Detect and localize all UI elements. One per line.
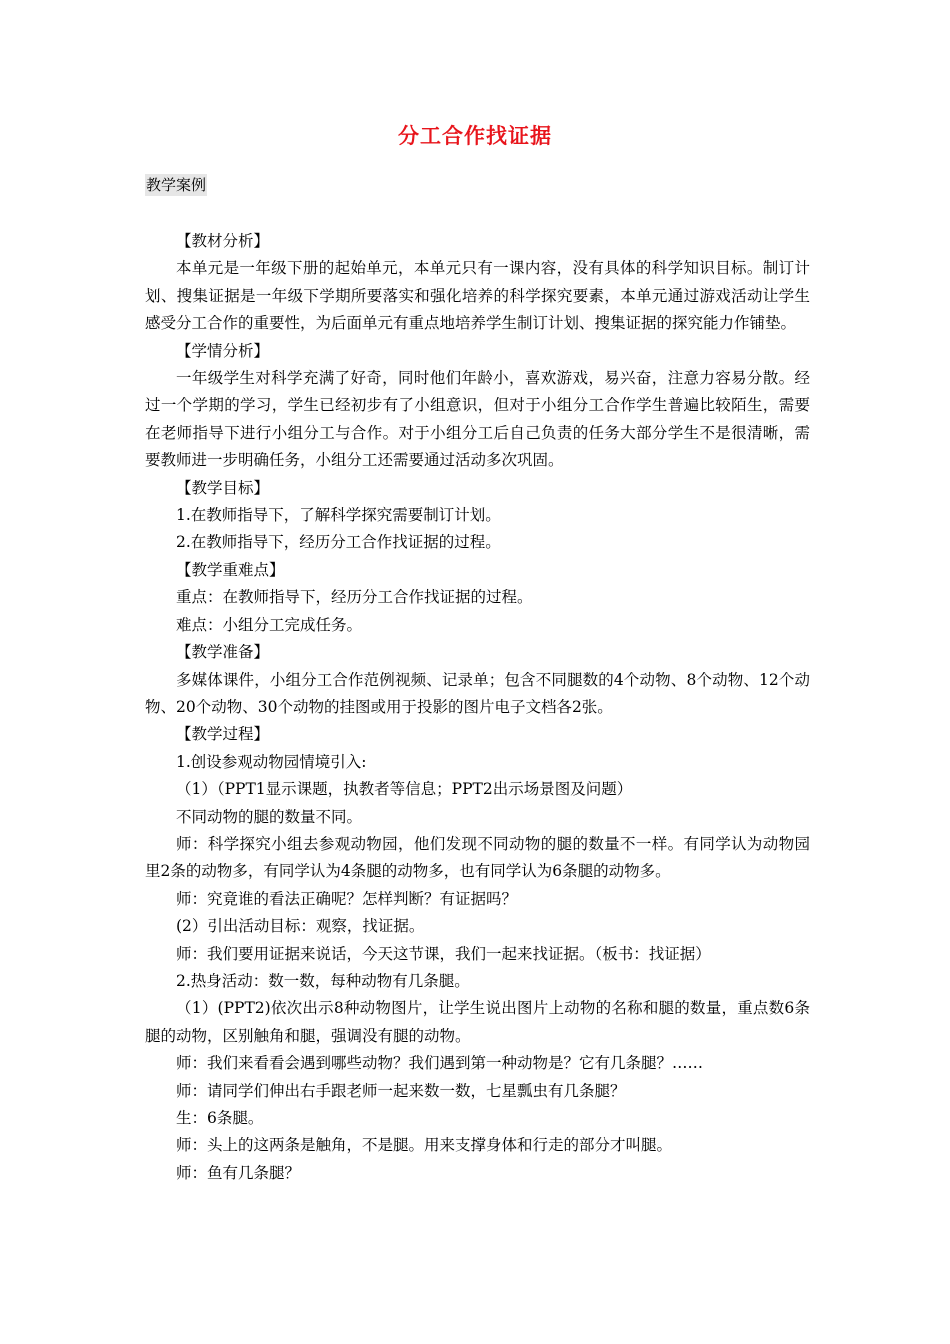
key-point: 重点：在教师指导下，经历分工合作找证据的过程。	[176, 588, 533, 607]
analysis-heading: 【教材分析】	[176, 232, 270, 250]
case-label: 教学案例	[146, 176, 207, 194]
goal-item-1: 1.在教师指导下，了解科学探究需要制订计划。	[176, 506, 501, 525]
process-step-2-1: （1）(PPT2)依次出示8种动物图片，让学生说出图片上动物的名称和腿的数量，重点数6条腿的动物，区别触角和腿，强调没有腿的动物。	[145, 999, 810, 1045]
teacher-line-7: 师：鱼有几条腿？	[176, 1163, 301, 1182]
key-points-heading: 【教学重难点】	[176, 560, 285, 579]
teacher-line-1: 师：科学探究小组去参观动物园，他们发现不同动物的腿的数量不一样。有同学认为动物园里2条的动物多，有同学认为4条腿的动物多，也有同学认为6条腿的动物多。	[145, 834, 810, 881]
process-step-2: 2.热身活动：数一数，每种动物有几条腿。	[176, 971, 470, 990]
process-step-1-1-text: 不同动物的腿的数量不同。	[176, 807, 363, 826]
goal-item-2: 2.在教师指导下，经历分工合作找证据的过程。	[176, 533, 501, 552]
student-analysis-paragraph: 一年级学生对科学充满了好奇，同时他们年龄小，喜欢游戏，易兴奋，注意力容易分散。经过一个学期的学习，学生已经初步有了小组意识，但对于小组分工合作学生普遍比较陌生，需要在老师指导下进行小组分工与合作。对于小组分工后自己负责的任务大部分学生不是很清晰，需要教师进一步明确任务，小组分工还需要通过活动多次巩固。	[145, 369, 810, 470]
document-title: 分工合作找证据	[398, 123, 552, 148]
analysis-paragraph: 本单元是一年级下册的起始单元，本单元只有一课内容，没有具体的科学知识目标。制订计划、搜集证据是一年级下学期所要落实和强化培养的科学探究要素，本单元通过游戏活动让学生感受分工合作的重要性，为后面单元有重点地培养学生制订计划、搜集证据的探究能力作铺垫。	[145, 259, 810, 333]
teacher-line-6: 师：头上的这两条是触角，不是腿。用来支撑身体和行走的部分才叫腿。	[176, 1136, 673, 1155]
teacher-line-4: 师：我们来看看会遇到哪些动物？我们遇到第一种动物是？它有几条腿？……	[176, 1054, 704, 1073]
student-analysis-heading: 【学情分析】	[176, 341, 270, 360]
teacher-line-5: 师：请同学们伸出右手跟老师一起来数一数，七星瓢虫有几条腿？	[176, 1081, 626, 1100]
difficult-point: 难点：小组分工完成任务。	[176, 615, 363, 634]
teacher-line-3: 师：我们要用证据来说话，今天这节课，我们一起来找证据。（板书：找证据）	[176, 944, 711, 963]
process-step-1-1: （1）（PPT1显示课题，执教者等信息；PPT2出示场景图及问题）	[176, 780, 633, 799]
process-heading: 【教学过程】	[176, 725, 270, 744]
preparation-paragraph: 多媒体课件，小组分工合作范例视频、记录单；包含不同腿数的4个动物、8个动物、12个动物、20个动物、30个动物的挂图或用于投影的图片电子文档各2张。	[145, 670, 810, 716]
student-line-1: 生：6条腿。	[176, 1109, 264, 1127]
preparation-heading: 【教学准备】	[176, 643, 270, 662]
teacher-line-2: 师：究竟谁的看法正确呢？怎样判断？有证据吗？	[176, 889, 518, 908]
process-step-1-2: (2）引出活动目标：观察，找证据。	[176, 917, 425, 936]
teaching-goals-heading: 【教学目标】	[176, 478, 270, 497]
process-step-1: 1.创设参观动物园情境引入:	[176, 752, 367, 771]
document-body	[145, 228, 810, 1187]
